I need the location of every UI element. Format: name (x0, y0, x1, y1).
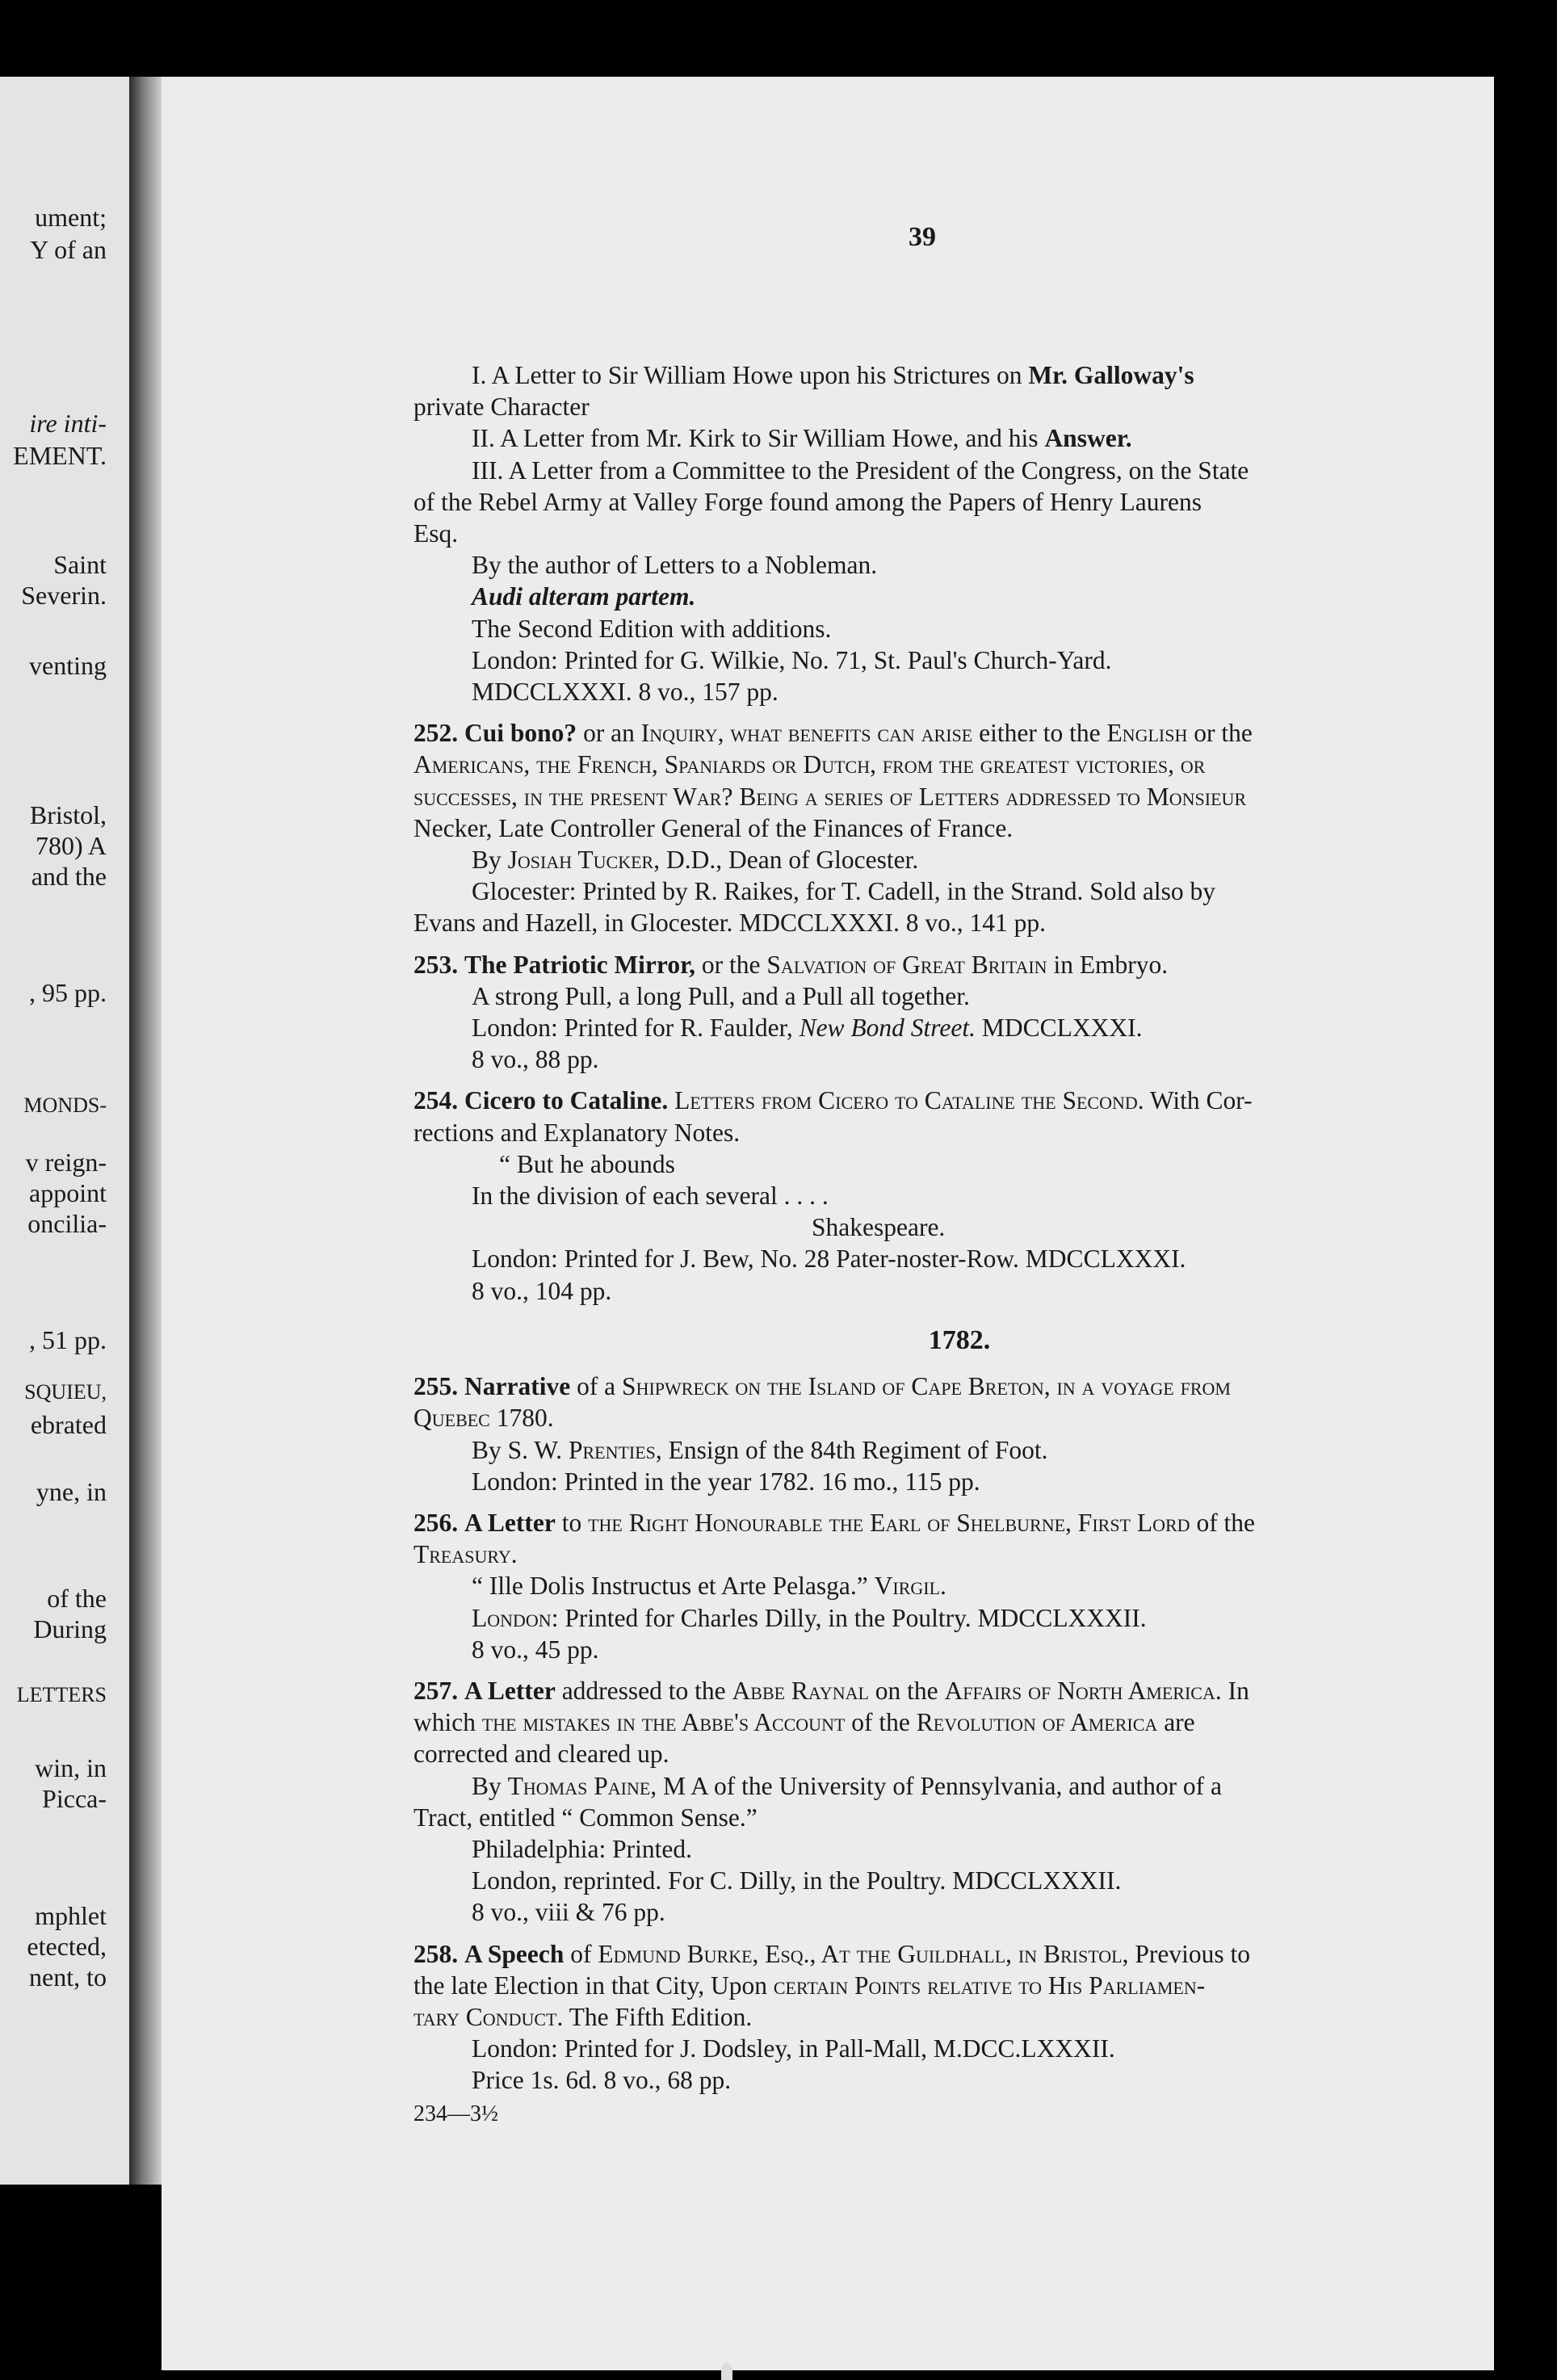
entry-collation: Price 1s. 6d. 8 vo., 68 pp. (472, 2066, 732, 2095)
left-page-fragment: Saint (53, 550, 107, 579)
entry-text: successes, in the present War? Being a series of Letters addressed to Monsieur (413, 782, 1247, 811)
left-page-fragment: venting (29, 651, 107, 680)
entry-imprint: London: Printed for J. Dodsley, in Pall-Mall, M.DCC.LXXXII. (472, 2034, 1115, 2063)
entry-quote: In the division of each several . . . . (472, 1182, 829, 1211)
entry-text: Edmund Burke, Esq., At the Guildhall, in Bristol (598, 1939, 1123, 1968)
entry-text: tary Conduct. (413, 2002, 564, 2031)
entry-collation: 8 vo., 45 pp. (472, 1635, 599, 1664)
entry-text: which (413, 1708, 482, 1737)
entry-text: are (1157, 1708, 1195, 1737)
entry-title: A Speech (464, 1939, 564, 1968)
author-name: Prenties (568, 1435, 656, 1464)
intro-line: III. A Letter from a Committee to the President of the Congress, on the State (472, 455, 1249, 485)
entry-text: The Fifth Edition. (563, 2002, 753, 2031)
entry-text: certain Points relative to His Parliamen- (773, 1971, 1206, 2000)
intro-bold: Mr. Galloway's (1028, 361, 1194, 389)
left-page-fragment: Y of an (30, 235, 107, 264)
left-page-fragment: nent, to (29, 1962, 107, 1992)
entry-text: Tract, entitled “ Common Sense.” (413, 1803, 758, 1832)
author-name: Thomas Paine (507, 1771, 651, 1800)
intro-motto: Audi alteram partem. (472, 582, 696, 611)
entry-text: either to the (972, 719, 1107, 748)
book-gutter (129, 77, 162, 2185)
left-page-fragment: , 95 pp. (29, 978, 107, 1007)
entry-text: , Previous to (1122, 1939, 1251, 1968)
entry-title: The Patriotic Mirror, (464, 950, 696, 979)
entry-text: or the (695, 950, 767, 979)
left-page-fragment: Picca- (42, 1784, 107, 1813)
entry-text: A strong Pull, a long Pull, and a Pull all together. (472, 981, 970, 1010)
entry-collation: 8 vo., 88 pp. (472, 1045, 599, 1074)
quote-attribution: Shakespeare. (812, 1213, 946, 1242)
left-page-fragment: appoint (29, 1178, 107, 1207)
intro-imprint: London: Printed for G. Wilkie, No. 71, St. Paul's Church-Yard. (472, 645, 1112, 674)
left-page-fragment: EMENT. (13, 441, 107, 470)
entry-number: 258. (413, 1939, 459, 1968)
entry-text: By (472, 846, 508, 875)
entry-257 (413, 1675, 1505, 1929)
left-page-fragment: oncilia- (27, 1209, 107, 1238)
intro-collation: MDCCLXXXI. 8 vo., 157 pp. (472, 678, 778, 707)
entry-imprint: London: Printed for R. Faulder, (472, 1014, 799, 1043)
left-page-fragment: LETTERS (16, 1683, 107, 1706)
entry-title: Cui bono? (464, 719, 577, 748)
entry-text: Treasury. (413, 1540, 518, 1569)
entry-text: Abbe Raynal (732, 1676, 869, 1705)
entry-number: 256. (413, 1508, 459, 1537)
intro-line: II. A Letter from Mr. Kirk to Sir William Howe, and his (472, 424, 1045, 453)
left-page-fragment: , 51 pp. (29, 1325, 107, 1354)
entry-number: 254. (413, 1086, 459, 1115)
entry-252 (413, 717, 1505, 938)
left-page-fragment: Bristol, (29, 800, 107, 829)
entry-text: corrected and cleared up. (413, 1740, 669, 1769)
entry-text: In (1221, 1676, 1249, 1705)
intro-line: Esq. (413, 519, 459, 548)
entry-253 (413, 949, 1505, 1076)
left-page-fragment: of the (47, 1584, 107, 1613)
left-page-fragment: ire inti- (29, 409, 107, 438)
entry-text: By S. W. (472, 1435, 569, 1464)
entry-text: rections and Explanatory Notes. (413, 1118, 741, 1147)
entry-text: English (1106, 719, 1188, 748)
intro-line: The Second Edition with additions. (472, 614, 832, 643)
entry-title: A Letter (464, 1676, 556, 1705)
entry-quote: “ But he abounds (499, 1149, 675, 1178)
entry-imprint: Glocester: Printed by R. Raikes, for T. Cadell, in the Strand. Sold also by (472, 877, 1215, 906)
left-page-fragment: SQUIEU, (24, 1380, 107, 1404)
entry-text: of (564, 1939, 598, 1968)
left-page-sliver (0, 77, 129, 2185)
entry-imprint: New Bond Street. (799, 1014, 976, 1043)
entry-text: the mistakes in the Abbe's Account (481, 1708, 846, 1737)
entry-title: Cicero to Cataline. (464, 1086, 669, 1115)
entry-imprint: Philadelphia: Printed. (472, 1834, 692, 1863)
entry-text: in Embryo. (1047, 950, 1169, 979)
intro-line: of the Rebel Army at Valley Forge found among the Papers of Henry Laurens (413, 487, 1202, 516)
entry-text: the late Election in that City, Upon (413, 1971, 774, 2000)
entry-text: Revolution of America (916, 1708, 1158, 1737)
entry-imprint: London: Printed in the year 1782. 16 mo., 115 pp. (472, 1467, 980, 1496)
left-page-fragment: and the (31, 862, 107, 891)
left-page-fragment: v reign- (25, 1148, 107, 1177)
entry-text: of the (1190, 1508, 1256, 1537)
entry-number: 252. (413, 719, 459, 748)
intro-line: private Character (413, 392, 590, 422)
left-page-fragment: ebrated (30, 1410, 107, 1439)
left-page-fragment: etected, (27, 1932, 107, 1961)
entry-text: addressed to the (555, 1676, 732, 1705)
entry-text: Necker, Late Controller General of the Finances of France. (413, 813, 1014, 842)
scan-artifact (721, 2362, 732, 2380)
left-page-fragment: During (33, 1614, 107, 1643)
entry-text: the Right Honourable the Earl of Shelburne, First Lord (588, 1508, 1190, 1537)
entry-intro (413, 359, 1505, 707)
entry-imprint: London, reprinted. For C. Dilly, in the Poultry. MDCCLXXXII. (472, 1866, 1122, 1895)
entry-quote: “ Ille Dolis Instructus et Arte Pelasga.” (472, 1572, 875, 1601)
entry-title: A Letter (464, 1508, 556, 1537)
entry-collation: 8 vo., 104 pp. (472, 1276, 612, 1305)
entry-255 (413, 1370, 1505, 1497)
entry-text: , M A of the University of Pennsylvania, and author of a (650, 1771, 1223, 1800)
entry-text: on the (868, 1676, 945, 1705)
entry-text: , Ensign of the 84th Regiment of Foot. (655, 1435, 1048, 1464)
entry-number: 257. (413, 1676, 459, 1705)
entry-title: Narrative (464, 1372, 571, 1401)
year-heading: 1782. (928, 1324, 991, 1355)
intro-line: I. A Letter to Sir William Howe upon his Strictures on (472, 361, 1029, 389)
left-page-fragment: ument; (35, 203, 107, 232)
entry-256 (413, 1507, 1505, 1665)
entry-imprint: MDCCLXXXI. (976, 1014, 1143, 1043)
entry-imprint: London (472, 1603, 552, 1632)
entry-number: 255. (413, 1372, 459, 1401)
left-page-fragment: yne, in (36, 1477, 107, 1506)
entry-text: Salvation of Great Britain (766, 950, 1047, 979)
entry-text: Letters from Cicero to Cataline the Second. (668, 1086, 1144, 1115)
left-page-fragment: mphlet (35, 1901, 107, 1930)
entry-text: Affairs of North America. (944, 1676, 1222, 1705)
entry-text: By (472, 1771, 508, 1800)
entry-text: Quebec (413, 1404, 490, 1433)
entry-text: Americans, the French, Spaniards or Dutch, from the greatest victories, or (413, 750, 1206, 779)
intro-bold: Answer. (1044, 424, 1132, 453)
entry-text: , D.D., Dean of Glocester. (653, 846, 919, 875)
entry-258 (413, 1938, 1505, 2097)
left-page-fragment: 780) A (36, 831, 107, 860)
left-page-fragment: MONDS- (23, 1093, 107, 1117)
signature-mark: 234—3½ (413, 2101, 498, 2126)
entry-text: of the (845, 1708, 917, 1737)
page-number: 39 (909, 222, 936, 252)
entry-number: 253. (413, 950, 459, 979)
intro-line: By the author of Letters to a Nobleman. (472, 551, 878, 580)
entry-collation: Evans and Hazell, in Glocester. MDCCLXXXI. 8 vo., 141 pp. (413, 909, 1046, 938)
entry-text: Inquiry, what benefits can arise (640, 719, 973, 748)
quote-attribution: Virgil. (874, 1572, 946, 1601)
entry-imprint: : Printed for Charles Dilly, in the Poultry. MDCCLXXXII. (551, 1603, 1147, 1632)
left-page-fragment: win, in (35, 1753, 107, 1782)
main-page (162, 77, 1494, 2370)
entry-text: to (555, 1508, 589, 1537)
entry-254 (413, 1085, 1505, 1306)
entry-collation: 8 vo., viii & 76 pp. (472, 1898, 665, 1927)
author-name: Josiah Tucker (507, 846, 654, 875)
entry-text: With Cor- (1144, 1086, 1253, 1115)
page-content (413, 359, 1505, 2130)
entry-text: 1780. (489, 1404, 554, 1433)
entry-text: of a (570, 1372, 623, 1401)
left-page-fragment: Severin. (21, 581, 107, 610)
entry-text: or an (577, 719, 641, 748)
entry-imprint: London: Printed for J. Bew, No. 28 Pater-noster-Row. MDCCLXXXI. (472, 1245, 1186, 1274)
entry-text: Shipwreck on the Island of Cape Breton, in a voyage from (622, 1372, 1231, 1401)
entry-text: or the (1187, 719, 1253, 748)
